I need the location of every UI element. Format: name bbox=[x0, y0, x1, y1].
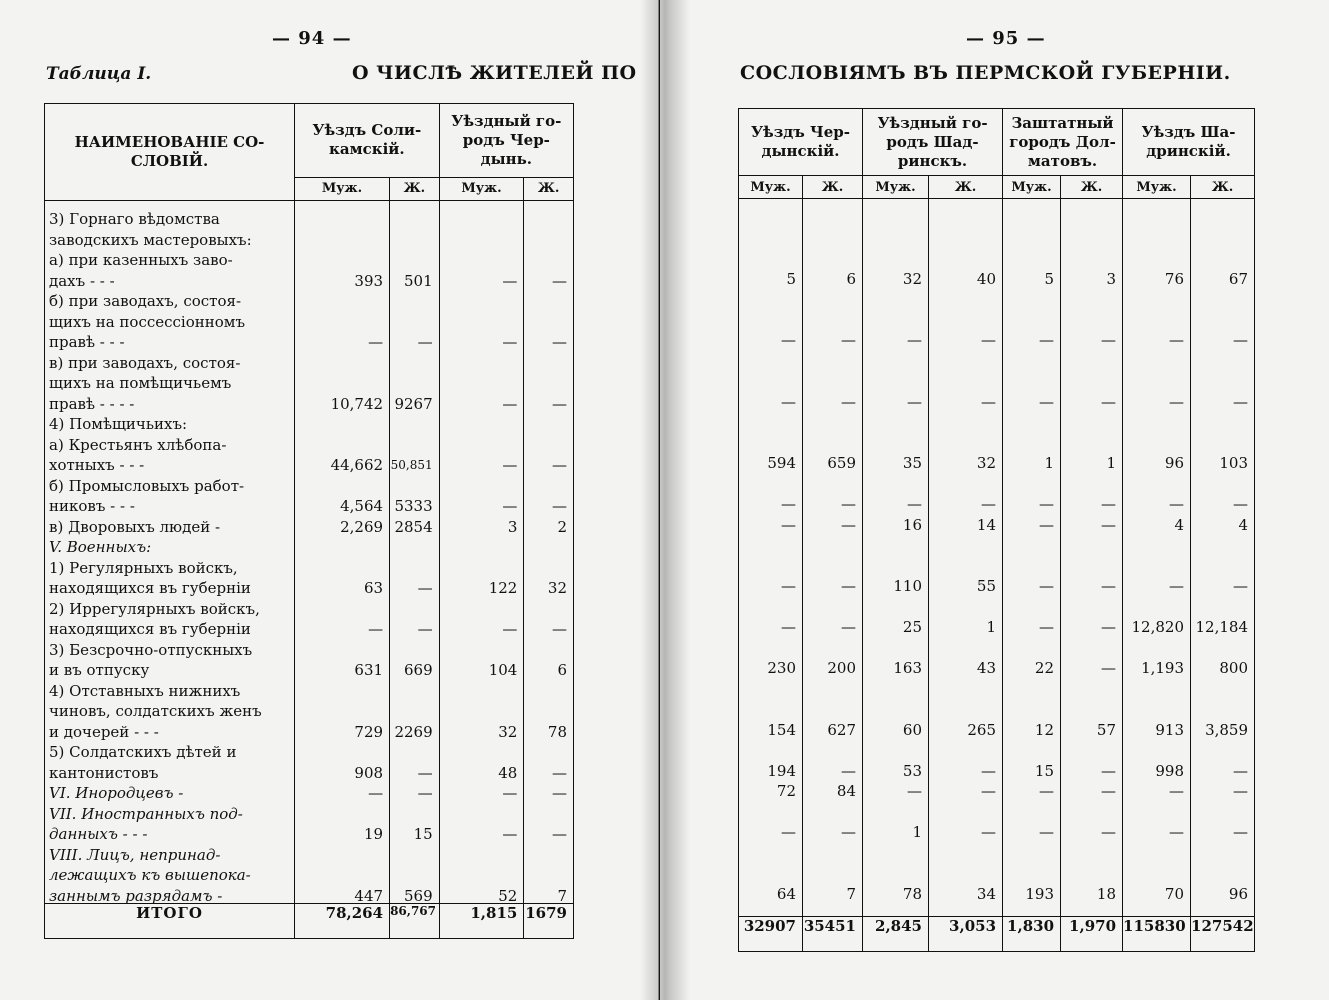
cell-value: 569 bbox=[404, 886, 433, 905]
cell-value: — bbox=[1101, 331, 1117, 349]
row-labels-column bbox=[45, 201, 295, 904]
cell-value: — bbox=[368, 333, 384, 351]
cell-value: 908 bbox=[354, 763, 384, 782]
cell-value: — bbox=[417, 579, 433, 597]
row-label: 5) Солдатскихъ дѣтей и bbox=[49, 743, 237, 761]
cell-value: 104 bbox=[488, 661, 518, 679]
row-label: а) Крестьянъ хлѣбопа- bbox=[49, 435, 227, 454]
cell-value: — bbox=[1101, 823, 1117, 841]
cell-value: 48 bbox=[498, 763, 518, 782]
total-value: 86,767 bbox=[390, 904, 440, 939]
cell-value: — bbox=[1039, 392, 1055, 411]
cell-value: — bbox=[417, 620, 433, 638]
cell-value: 40 bbox=[976, 269, 997, 288]
cell-value: 2854 bbox=[394, 517, 433, 536]
row-label: VIII. Лицъ, непринад- bbox=[49, 845, 221, 864]
row-label: б) Промысловыхъ работ- bbox=[49, 476, 245, 495]
cell-value: — bbox=[502, 620, 518, 638]
cell-value: 194 bbox=[767, 761, 796, 780]
cell-value: 669 bbox=[404, 661, 433, 679]
cell-value: — bbox=[1169, 577, 1185, 595]
page-number-left: — 94 — bbox=[272, 28, 352, 49]
total-value: 32907 bbox=[739, 917, 803, 952]
row-label: дахъ - - - bbox=[49, 271, 115, 290]
cell-value: 67 bbox=[1228, 269, 1249, 288]
header-male: Муж. bbox=[1003, 176, 1061, 199]
total-value: 127542 bbox=[1191, 917, 1255, 952]
cell-value: 7 bbox=[846, 884, 856, 903]
cell-value: 32 bbox=[902, 269, 922, 288]
cell-value: — bbox=[502, 497, 518, 515]
row-label: находящихся въ губерніи bbox=[49, 579, 251, 597]
row-label: VI. Инородцевъ - bbox=[49, 784, 184, 802]
row-label: щихъ на помѣщичьемъ bbox=[49, 374, 232, 392]
cell-value: — bbox=[368, 784, 384, 802]
cell-value: 3 bbox=[507, 517, 518, 536]
cell-value: 25 bbox=[902, 618, 922, 636]
cell-value: 5 bbox=[1044, 269, 1055, 288]
cell-value: — bbox=[1039, 331, 1055, 349]
cell-value: 53 bbox=[902, 761, 922, 780]
header-male: Муж. bbox=[295, 177, 390, 200]
header-dalmatov-town: Заштатный городъ Дол-матовъ. bbox=[1003, 109, 1123, 176]
cell-value: 154 bbox=[767, 720, 796, 739]
cell-value: 1 bbox=[1106, 454, 1117, 472]
total-value: 2,845 bbox=[863, 917, 929, 952]
solikamsk-female-column bbox=[390, 201, 440, 904]
cell-value: 14 bbox=[976, 515, 997, 534]
cell-value: 96 bbox=[1228, 884, 1249, 903]
row-label: заводскихъ мастеровыхъ: bbox=[49, 230, 252, 249]
cell-value: 52 bbox=[498, 886, 518, 905]
row-label: 3) Безсрочно-отпускныхъ bbox=[49, 640, 253, 659]
cell-value: 1,193 bbox=[1141, 659, 1185, 677]
cell-value: 6 bbox=[846, 269, 856, 288]
header-solikamsk-uezd: Уѣздъ Соли-камскій. bbox=[295, 104, 440, 178]
right-page bbox=[660, 0, 1329, 1000]
cell-value: — bbox=[1101, 515, 1117, 534]
cell-value: 447 bbox=[354, 886, 384, 905]
cell-value: — bbox=[1101, 659, 1117, 677]
cell-value: 4,564 bbox=[340, 497, 384, 515]
cell-value: — bbox=[1101, 761, 1117, 780]
cell-value: — bbox=[502, 825, 518, 843]
cell-value: 122 bbox=[488, 579, 518, 597]
cell-value: — bbox=[552, 763, 567, 782]
cell-value: 50,851 bbox=[390, 458, 433, 472]
row-label: 4) Помѣщичьихъ: bbox=[49, 415, 188, 433]
cell-value: 2 bbox=[557, 517, 567, 536]
header-female: Ж. bbox=[929, 176, 1003, 199]
header-female: Ж. bbox=[524, 177, 574, 200]
left-table bbox=[44, 103, 574, 939]
cell-value: — bbox=[981, 495, 997, 513]
row-label: заннымъ разрядамъ - bbox=[49, 886, 223, 905]
cell-value: — bbox=[907, 782, 922, 800]
row-label: хотныхъ - - - bbox=[49, 456, 145, 474]
cell-value: — bbox=[1101, 577, 1117, 595]
cell-value: — bbox=[1233, 761, 1249, 780]
header-male: Муж. bbox=[739, 176, 803, 199]
dalmatov-male-column bbox=[1003, 199, 1061, 917]
cell-value: 265 bbox=[967, 720, 997, 739]
cell-value: 78 bbox=[902, 884, 922, 903]
cell-value: 627 bbox=[827, 720, 856, 739]
solikamsk-male-column bbox=[295, 201, 390, 904]
cell-value: — bbox=[841, 761, 856, 780]
cell-value: — bbox=[1169, 331, 1185, 349]
shadrinsk-town-male-column bbox=[863, 199, 929, 917]
cell-value: 78 bbox=[547, 722, 567, 741]
row-label: кантонистовъ bbox=[49, 763, 159, 782]
row-label: 2) Иррегулярныхъ войскъ, bbox=[49, 599, 260, 618]
cell-value: — bbox=[368, 620, 384, 638]
header-female: Ж. bbox=[1191, 176, 1255, 199]
row-label: в) Дворовыхъ людей - bbox=[49, 517, 221, 536]
row-label: 3) Горнаго вѣдомства bbox=[49, 210, 220, 228]
cell-value: 501 bbox=[404, 271, 433, 290]
cell-value: — bbox=[417, 333, 433, 351]
page-title-left: О ЧИСЛѢ ЖИТЕЛЕЙ ПО bbox=[352, 62, 637, 84]
cell-value: 1 bbox=[912, 823, 922, 841]
cell-value: — bbox=[907, 392, 922, 411]
cell-value: — bbox=[552, 497, 567, 515]
right-table bbox=[738, 108, 1255, 952]
cell-value: — bbox=[907, 495, 922, 513]
cell-value: — bbox=[841, 495, 856, 513]
cell-value: — bbox=[552, 456, 567, 474]
total-value: 1,970 bbox=[1061, 917, 1123, 952]
cell-value: 7 bbox=[557, 886, 567, 905]
cell-value: 44,662 bbox=[330, 456, 384, 474]
cell-value: 70 bbox=[1164, 884, 1185, 903]
cell-value: 32 bbox=[976, 454, 997, 472]
cell-value: — bbox=[841, 577, 856, 595]
cell-value: — bbox=[1101, 392, 1117, 411]
cell-value: 32 bbox=[547, 579, 567, 597]
cell-value: — bbox=[1169, 392, 1185, 411]
row-label: VII. Иностранныхъ под- bbox=[49, 804, 243, 823]
table-label: Таблица I. bbox=[46, 64, 152, 84]
cell-value: — bbox=[552, 620, 567, 638]
cell-value: — bbox=[841, 331, 856, 349]
cell-value: 64 bbox=[776, 884, 796, 903]
cell-value: 1 bbox=[1044, 454, 1055, 472]
cell-value: — bbox=[1233, 392, 1249, 411]
cell-value: — bbox=[502, 456, 518, 474]
cell-value: — bbox=[907, 331, 922, 349]
cell-value: — bbox=[981, 761, 997, 780]
cell-value: — bbox=[981, 392, 997, 411]
row-label: и въ отпуску bbox=[49, 661, 150, 679]
header-female: Ж. bbox=[1061, 176, 1123, 199]
cell-value: 76 bbox=[1164, 269, 1185, 288]
cell-value: — bbox=[1039, 515, 1055, 534]
cell-value: — bbox=[781, 577, 796, 595]
cell-value: — bbox=[781, 495, 796, 513]
row-label: 1) Регулярныхъ войскъ, bbox=[49, 558, 238, 577]
cell-value: 22 bbox=[1034, 659, 1055, 677]
cell-value: 57 bbox=[1096, 720, 1117, 739]
cell-value: — bbox=[417, 784, 433, 802]
row-label: чиновъ, солдатскихъ женъ bbox=[49, 702, 262, 720]
cell-value: 43 bbox=[976, 659, 997, 677]
total-value: 1679 bbox=[524, 904, 574, 939]
cell-value: — bbox=[1233, 823, 1249, 841]
cell-value: 2269 bbox=[394, 722, 433, 741]
total-value: 1,815 bbox=[439, 904, 524, 939]
cell-value: 631 bbox=[354, 661, 384, 679]
header-shadrinsk-town: Уѣздный го-родъ Шад-ринскъ. bbox=[863, 109, 1003, 176]
cell-value: — bbox=[1233, 495, 1249, 513]
cell-value: — bbox=[502, 394, 518, 413]
cell-value: 34 bbox=[976, 884, 997, 903]
cell-value: 32 bbox=[498, 722, 518, 741]
cell-value: — bbox=[781, 392, 796, 411]
cell-value: — bbox=[1233, 577, 1249, 595]
cell-value: 9267 bbox=[394, 394, 433, 413]
cell-value: 594 bbox=[767, 454, 796, 472]
cell-value: 729 bbox=[354, 722, 384, 741]
row-label: никовъ - - - bbox=[49, 497, 135, 515]
row-label: а) при казенныхъ заво- bbox=[49, 251, 233, 269]
cell-value: 4 bbox=[1174, 515, 1185, 534]
row-label: V. Военныхъ: bbox=[49, 538, 152, 556]
cell-value: 5 bbox=[786, 269, 796, 288]
cell-value: 15 bbox=[1034, 761, 1055, 780]
header-female: Ж. bbox=[803, 176, 863, 199]
cell-value: 659 bbox=[827, 454, 856, 472]
cell-value: — bbox=[1233, 331, 1249, 349]
row-label: щихъ на поссессіонномъ bbox=[49, 312, 245, 331]
cell-value: — bbox=[841, 515, 856, 534]
cell-value: 998 bbox=[1155, 761, 1185, 780]
header-name-col: НАИМЕНОВАНІЕ СО-СЛОВІЙ. bbox=[45, 104, 295, 201]
cell-value: — bbox=[841, 392, 856, 411]
row-label: 4) Отставныхъ нижнихъ bbox=[49, 681, 241, 700]
cell-value: 2,269 bbox=[340, 517, 384, 536]
row-label: находящихся въ губерніи bbox=[49, 620, 251, 638]
cell-value: 193 bbox=[1025, 884, 1055, 903]
cell-value: 63 bbox=[363, 579, 384, 597]
header-female: Ж. bbox=[390, 177, 440, 200]
row-label: и дочерей - - - bbox=[49, 722, 159, 741]
shadrinsk-uezd-male-column bbox=[1123, 199, 1191, 917]
cherdyn-male-column bbox=[439, 201, 524, 904]
cell-value: — bbox=[1101, 618, 1117, 636]
cell-value: 3,859 bbox=[1205, 720, 1249, 739]
cell-value: — bbox=[981, 823, 997, 841]
cell-value: 60 bbox=[902, 720, 922, 739]
row-label: в) при заводахъ, состоя- bbox=[49, 353, 241, 372]
cell-value: — bbox=[781, 618, 796, 636]
cherdyn-female-column bbox=[524, 201, 574, 904]
cherdyn-uezd-male-column bbox=[739, 199, 803, 917]
total-value: 78,264 bbox=[295, 904, 390, 939]
cell-value: 393 bbox=[354, 271, 384, 290]
cell-value: 12,820 bbox=[1131, 618, 1185, 636]
cell-value: 96 bbox=[1164, 454, 1185, 472]
cell-value: — bbox=[552, 394, 567, 413]
cell-value: 15 bbox=[413, 825, 433, 843]
cell-value: 18 bbox=[1096, 884, 1117, 903]
header-cherdyn-town: Уѣздный го-родъ Чер-дынь. bbox=[439, 104, 573, 178]
cell-value: 163 bbox=[893, 659, 922, 677]
shadrinsk-uezd-female-column bbox=[1191, 199, 1255, 917]
header-shadrinsk-uezd: Уѣздъ Ша-дринскій. bbox=[1123, 109, 1255, 176]
cell-value: 84 bbox=[836, 782, 856, 800]
cell-value: — bbox=[981, 331, 997, 349]
cell-value: 35 bbox=[902, 454, 922, 472]
cell-value: 72 bbox=[776, 782, 796, 800]
cell-value: — bbox=[1169, 782, 1185, 800]
cell-value: — bbox=[1039, 618, 1055, 636]
cell-value: — bbox=[502, 784, 518, 802]
total-value: 3,053 bbox=[929, 917, 1003, 952]
cell-value: 1 bbox=[986, 618, 997, 636]
cell-value: — bbox=[1169, 495, 1185, 513]
cell-value: 12,184 bbox=[1195, 618, 1249, 636]
row-label: правѣ - - - - bbox=[49, 394, 135, 413]
dalmatov-female-column bbox=[1061, 199, 1123, 917]
cell-value: 913 bbox=[1155, 720, 1185, 739]
cell-value: 4 bbox=[1238, 515, 1249, 534]
header-male: Муж. bbox=[439, 177, 524, 200]
cell-value: 12 bbox=[1034, 720, 1055, 739]
header-cherdyn-uezd: Уѣздъ Чер-дынскій. bbox=[739, 109, 863, 176]
cell-value: 55 bbox=[976, 577, 997, 595]
cell-value: — bbox=[417, 763, 433, 782]
row-label: правѣ - - - bbox=[49, 333, 125, 351]
cell-value: — bbox=[1039, 495, 1055, 513]
cell-value: — bbox=[552, 784, 567, 802]
page-number-right: — 95 — bbox=[966, 28, 1046, 49]
row-label: б) при заводахъ, состоя- bbox=[49, 292, 242, 310]
cell-value: — bbox=[781, 823, 796, 841]
cell-value: 800 bbox=[1219, 659, 1249, 677]
cell-value: — bbox=[502, 271, 518, 290]
header-male: Муж. bbox=[863, 176, 929, 199]
cell-value: — bbox=[552, 271, 567, 290]
total-value: 35451 bbox=[803, 917, 863, 952]
cell-value: — bbox=[1039, 823, 1055, 841]
row-label: данныхъ - - - bbox=[49, 825, 148, 843]
left-page bbox=[0, 0, 659, 1000]
cell-value: — bbox=[1101, 495, 1117, 513]
cell-value: 110 bbox=[893, 577, 922, 595]
cell-value: 200 bbox=[827, 659, 856, 677]
cell-value: — bbox=[781, 515, 796, 534]
cherdyn-uezd-female-column bbox=[803, 199, 863, 917]
cell-value: 19 bbox=[363, 825, 384, 843]
total-label: ИТОГО bbox=[45, 904, 295, 939]
cell-value: — bbox=[1101, 782, 1117, 800]
cell-value: 5333 bbox=[394, 497, 433, 515]
cell-value: — bbox=[981, 782, 997, 800]
cell-value: 230 bbox=[767, 659, 796, 677]
cell-value: — bbox=[781, 331, 796, 349]
cell-value: 103 bbox=[1219, 454, 1249, 472]
cell-value: — bbox=[1039, 577, 1055, 595]
cell-value: 10,742 bbox=[330, 394, 384, 413]
row-label: лежащихъ къ вышепока- bbox=[49, 866, 251, 884]
cell-value: 6 bbox=[557, 661, 567, 679]
total-value: 115830 bbox=[1123, 917, 1191, 952]
cell-value: — bbox=[552, 825, 567, 843]
cell-value: — bbox=[841, 823, 856, 841]
cell-value: — bbox=[502, 333, 518, 351]
cell-value: 3 bbox=[1106, 269, 1117, 288]
cell-value: — bbox=[1233, 782, 1249, 800]
header-male: Муж. bbox=[1123, 176, 1191, 199]
cell-value: — bbox=[1169, 823, 1185, 841]
cell-value: — bbox=[552, 333, 567, 351]
total-value: 1,830 bbox=[1003, 917, 1061, 952]
shadrinsk-town-female-column bbox=[929, 199, 1003, 917]
cell-value: 16 bbox=[902, 515, 922, 534]
page-title-right: СОСЛОВІЯМЪ ВЪ ПЕРМСКОЙ ГУБЕРНІИ. bbox=[740, 62, 1231, 84]
cell-value: — bbox=[841, 618, 856, 636]
cell-value: — bbox=[1039, 782, 1055, 800]
